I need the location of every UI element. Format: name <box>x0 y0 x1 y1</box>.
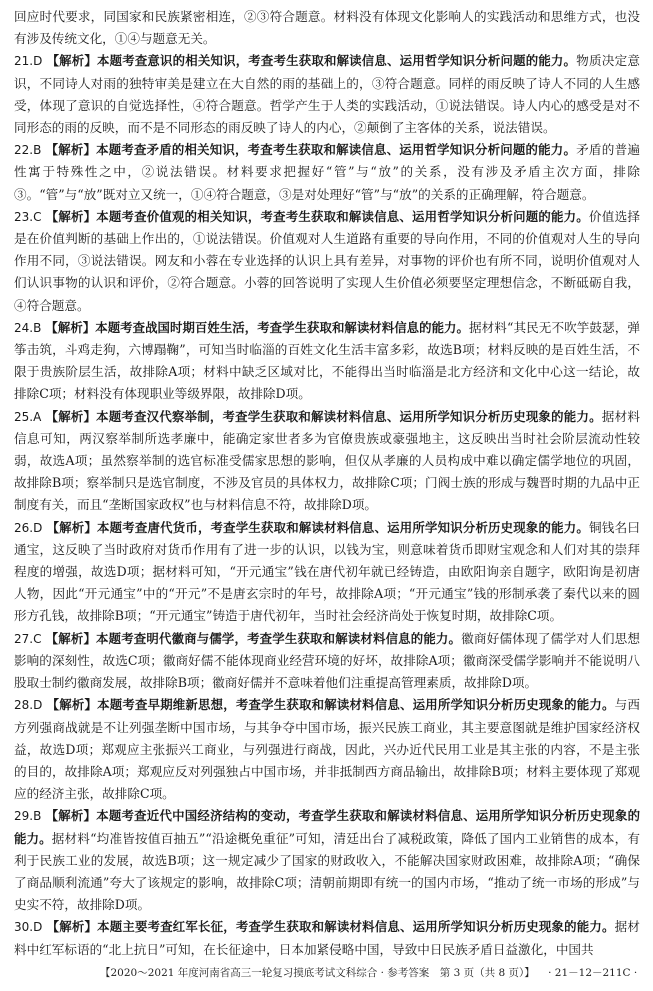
item-number: 29.B <box>14 809 42 824</box>
answer-item-27 <box>14 628 640 695</box>
item-number: 23.C <box>14 209 42 224</box>
item-lead: 本题考查明代徽商与儒学，考查学生获取和解读材料信息的能力。 <box>96 630 462 646</box>
intro-text: 回应时代要求，同国家和民族紧密相连，②③符合题意。材料没有体现文化影响人的实践活动和思维方式，也没有涉及传统文化，①④与题意无关。 <box>14 9 640 47</box>
answer-item-23 <box>14 206 640 317</box>
answer-item-28 <box>14 694 640 805</box>
analysis-tag: 【解析】 <box>45 319 96 335</box>
analysis-tag: 【解析】 <box>45 630 97 646</box>
analysis-tag: 【解析】 <box>45 808 97 824</box>
answer-item-30 <box>14 916 640 960</box>
item-lead: 本题考查唐代货币，考查学生获取和解读材料信息、运用所学知识分析历史现象的能力。 <box>97 519 589 535</box>
item-lead: 本题考查汉代察举制，考查学生获取和解读材料信息、运用所学知识分析历史现象的能力。 <box>96 408 602 424</box>
analysis-tag: 【解析】 <box>45 142 97 158</box>
footer-code: · 21－12－211C · <box>548 967 638 979</box>
item-number: 30.D <box>14 920 43 935</box>
item-number: 27.C <box>14 631 42 646</box>
item-lead: 本题考查早期维新思想，考查学生获取和解读材料信息、运用所学知识分析历史现象的能力。 <box>97 697 615 713</box>
item-lead: 本题主要考查红军长征，考查学生获取和解读材料信息、运用所学知识分析历史现象的能力。 <box>97 919 615 935</box>
item-number: 22.B <box>14 143 42 158</box>
item-lead: 本题考查矛盾的相关知识，考查考生获取和解读信息、运用哲学知识分析问题的能力。 <box>96 142 577 158</box>
item-body: 物质决定意识，不同诗人对雨的独特审美是建立在大自然的雨的基础上的，③符合题意。同样的雨反映了诗人不同的人生感受，体现了意识的自觉选择性，④符合题意。哲学产生于人类的实践活动，①说法错误。诗人内心的感受是对不同形态的雨的反映，而不是不同形态的雨反映了诗人的内心，②颠倒了主客体的关系，说法错误。 <box>14 53 640 136</box>
item-body: 据材料信息可知，两汉察举制所选孝廉中，能确定家世者多为官僚贵族或豪强地主，这反映出当时社会阶层流动性较弱，故选A项；虽然察举制的选官标准受儒家思想的影响，但仅从孝廉的人员构成中难以确定儒学地位的巩固，故排除B项；察举制只是选官制度，不涉及官员的具体权力，故排除C项；门阀士族的形成与魏晋时期的九品中正制度有关，而且“垄断国家政权”也与材料信息不符，故排除D项。 <box>14 408 641 513</box>
answer-content <box>14 6 640 961</box>
item-body: 与西方列强商战就是不让列强垄断中国市场，与其争夺中国市场，振兴民族工商业，其主要意图就是维护国家经济权益，故选D项；郑观应主张振兴工商业，与列强进行商战，因此，兴办近代民用工业是其主张的内容，不是主张的目的，故排除A项；郑观应反对列强独占中国市场，并非抵制西方商品输出，故排除B项；材料主要体现了郑观应的经济主张，故排除C项。 <box>14 697 641 802</box>
item-body: 据材料“均准皆按值百抽五”“沿途概免重征”可知，清廷出台了减税政策，降低了国内工业销售的成本，有利于民族工业的发展，故选B项；这一规定减少了国家的财政收入，不能解决国家财政困难，故排除A项；“确保了商品顺利流通”夸大了该规定的影响，故排除C项；清朝前期即有统一的国内市场，“推动了统一市场的形成”与史实不符，故排除D项。 <box>14 830 641 913</box>
item-number: 25.A <box>14 409 42 424</box>
answer-item-26 <box>14 517 640 628</box>
item-number: 21.D <box>14 54 43 69</box>
item-number: 24.B <box>14 320 42 335</box>
item-body: 矛盾的普遍性寓于特殊性之中，②说法错误。材料要求把握好“管”与“放”的关系，没有涉及矛盾主次方面，排除③。“管”与“放”既对立又统一，①④符合题意，③是对处理好“管”与“放”的关系的正确理解，符合题意。 <box>14 142 641 202</box>
item-body: 据材料“其民无不吹竽鼓瑟，弹筝击筑，斗鸡走狗，六博蹋鞠”，可知当时临淄的百姓文化生活丰富多彩，故选B项；材料反映的是百姓生活，不限于贵族阶层生活，故排除A项；材料中缺乏区域对比，不能得出当时临淄是北方经济和文化中心这一结论，故排除C项；材料没有体现职业等级界限，故排除D项。 <box>14 319 641 402</box>
analysis-tag: 【解析】 <box>46 919 98 935</box>
item-lead: 本题考查意识的相关知识，考查考生获取和解读信息、运用哲学知识分析问题的能力。 <box>97 53 577 69</box>
answer-item-24 <box>14 317 640 406</box>
page-footer <box>100 966 640 980</box>
answer-item-29 <box>14 805 640 916</box>
footer-title: 【2020～2021 年度河南省高三一轮复习摸底考试文科综合 · 参考答案 第 3 页（共 8 页）】 <box>100 967 535 979</box>
continued-paragraph <box>14 6 640 50</box>
analysis-tag: 【解析】 <box>46 53 97 69</box>
item-lead: 本题考查价值观的相关知识，考查考生获取和解读信息、运用哲学知识分析问题的能力。 <box>96 208 589 224</box>
analysis-tag: 【解析】 <box>45 208 97 224</box>
item-number: 28.D <box>14 698 43 713</box>
item-number: 26.D <box>14 520 43 535</box>
item-body: 铜钱名曰通宝，这反映了当时政府对货币作用有了进一步的认识，以钱为宝，则意味着货币即财宝观念和人们对其的崇拜程度的增强，故选D项；据材料可知，“开元通宝”钱在唐代初年就已经铸造，由欧阳询亲自题字，欧阳询是初唐人物，因此“开元通宝”中的“开元”不是唐玄宗时的年号，故排除A项；“开元通宝”钱的形制承袭了秦代以来的圆形方孔钱，故排除B项；“开元通宝”铸造于唐代初年，当时社会经济尚处于恢复时期，故排除C项。 <box>14 519 641 624</box>
item-body: 据材料中红军标语的“北上抗日”可知，在长征途中，日本加紧侵略中国，导致中日民族矛盾日益激化，中国共 <box>14 919 641 957</box>
answer-item-21 <box>14 50 640 139</box>
item-lead: 本题考查近代中国经济结构的变动，考查学生获取和解读材料信息、运用所学知识分析历史现象的能力。 <box>14 808 640 846</box>
analysis-tag: 【解析】 <box>45 408 97 424</box>
answer-item-22 <box>14 139 640 206</box>
item-body: 徽商好儒体现了儒学对人们思想影响的深刻性，故选C项；徽商好儒不能体现商业经营环境的好坏，故排除A项；徽商深受儒学影响并不能说明八股取士制约徽商发展，故排除B项；徽商好儒并不意味着他们注重提高管理素质，故排除D项。 <box>14 630 640 691</box>
answer-item-25 <box>14 406 640 517</box>
item-lead: 本题考查战国时期百姓生活，考查学生获取和解读材料信息的能力。 <box>95 319 469 335</box>
analysis-tag: 【解析】 <box>46 519 98 535</box>
item-body: 价值选择是在价值判断的基础上作出的，①说法错误。价值观对人生道路有重要的导向作用，不同的价值观对人生的导向作用不同，③说法错误。网友和小蓉在专业选择的认识上具有差异，对事物的评价也有所不同，说明价值观对人们认识事物的认识和评价，②符合题意。小蓉的回答说明了实现人生价值必须要坚定理想信念，不断砥砺自我，④符合题意。 <box>14 208 641 313</box>
analysis-tag: 【解析】 <box>46 697 98 713</box>
